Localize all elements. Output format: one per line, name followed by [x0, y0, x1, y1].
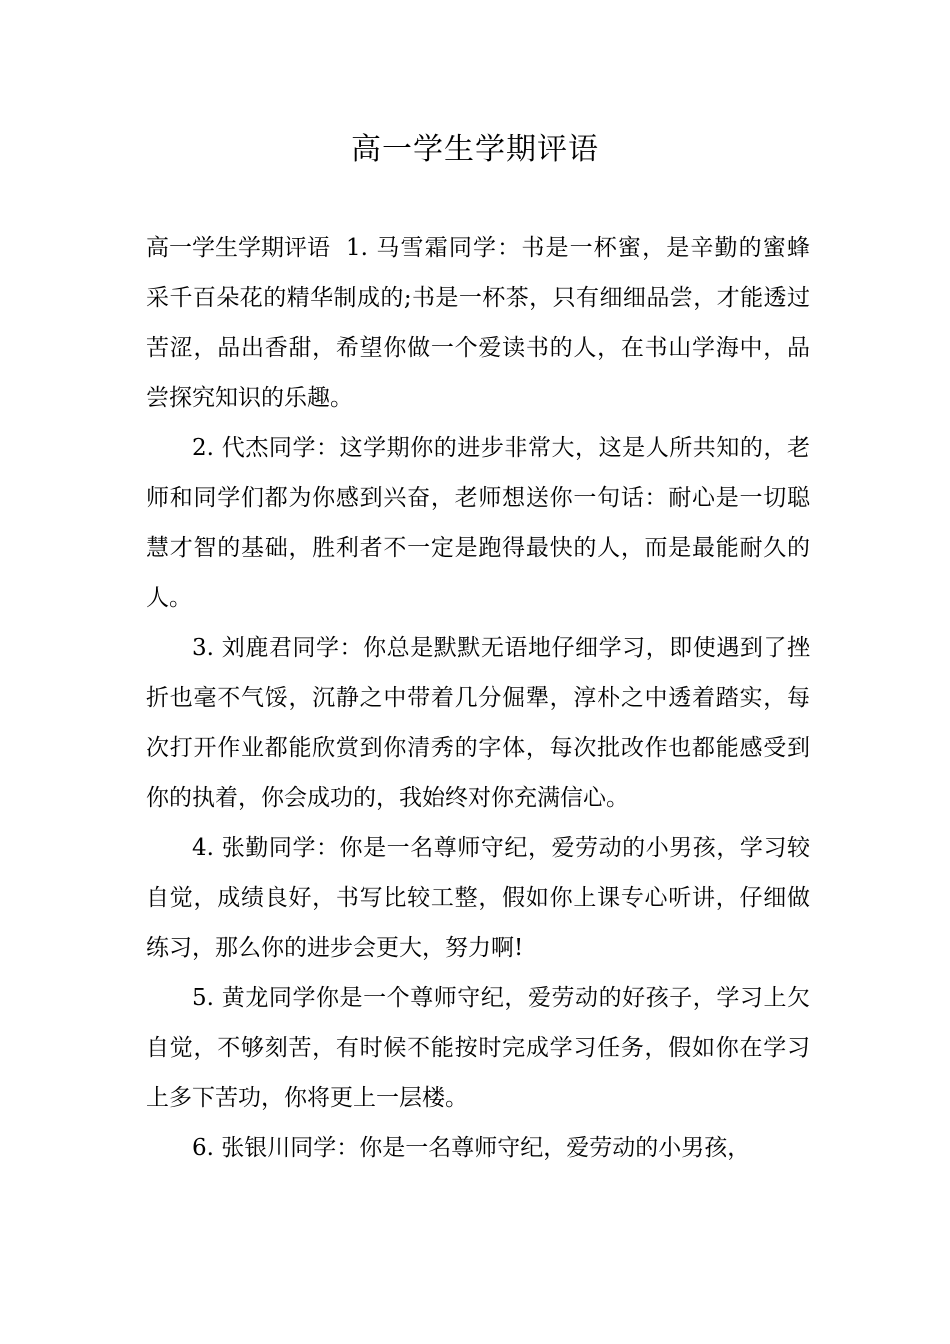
paragraph-1	[146, 223, 810, 423]
paragraph-4: 4. 张勤同学：你是一名尊师守纪，爱劳动的小男孩，学习较自觉，成绩良好，书写比较工整，假如你上课专心听讲，仔细做练习，那么你的进步会更大，努力啊!	[146, 835, 810, 961]
paragraph-5: 5. 黄龙同学你是一个尊师守纪，爱劳动的好孩子，学习上欠自觉，不够刻苦，有时候不能按时完成学习任务，假如你在学习上多下苦功，你将更上一层楼。	[146, 985, 810, 1111]
paragraph-6: 6. 张银川同学：你是一名尊师守纪，爱劳动的小男孩，	[192, 1135, 751, 1161]
paragraph-2: 2. 代杰同学：这学期你的进步非常大，这是人所共知的，老师和同学们都为你感到兴奋，老师想送你一句话：耐心是一切聪慧才智的基础，胜利者不一定是跑得最快的人，而是最能耐久的人。	[146, 435, 810, 611]
lead-title: 高一学生学期评语	[146, 235, 330, 261]
document-title: 高一学生学期评语	[351, 132, 599, 167]
document-body	[146, 223, 810, 1173]
paragraph-3: 3. 刘鹿君同学：你总是默默无语地仔细学习，即使遇到了挫折也毫不气馁，沉静之中带着几分倔犟，淳朴之中透着踏实，每次打开作业都能欣赏到你清秀的字体，每次批改作也都能感受到你的执着，你会成功的，我始终对你充满信心。	[146, 635, 810, 811]
paragraph-1-text: 1. 马雪霜同学：书是一杯蜜，是辛勤的蜜蜂采千百朵花的精华制成的;书是一杯茶，只有细细品尝，才能透过苦涩，品出香甜，希望你做一个爱读书的人，在书山学海中，品尝探究知识的乐趣。	[146, 235, 810, 411]
